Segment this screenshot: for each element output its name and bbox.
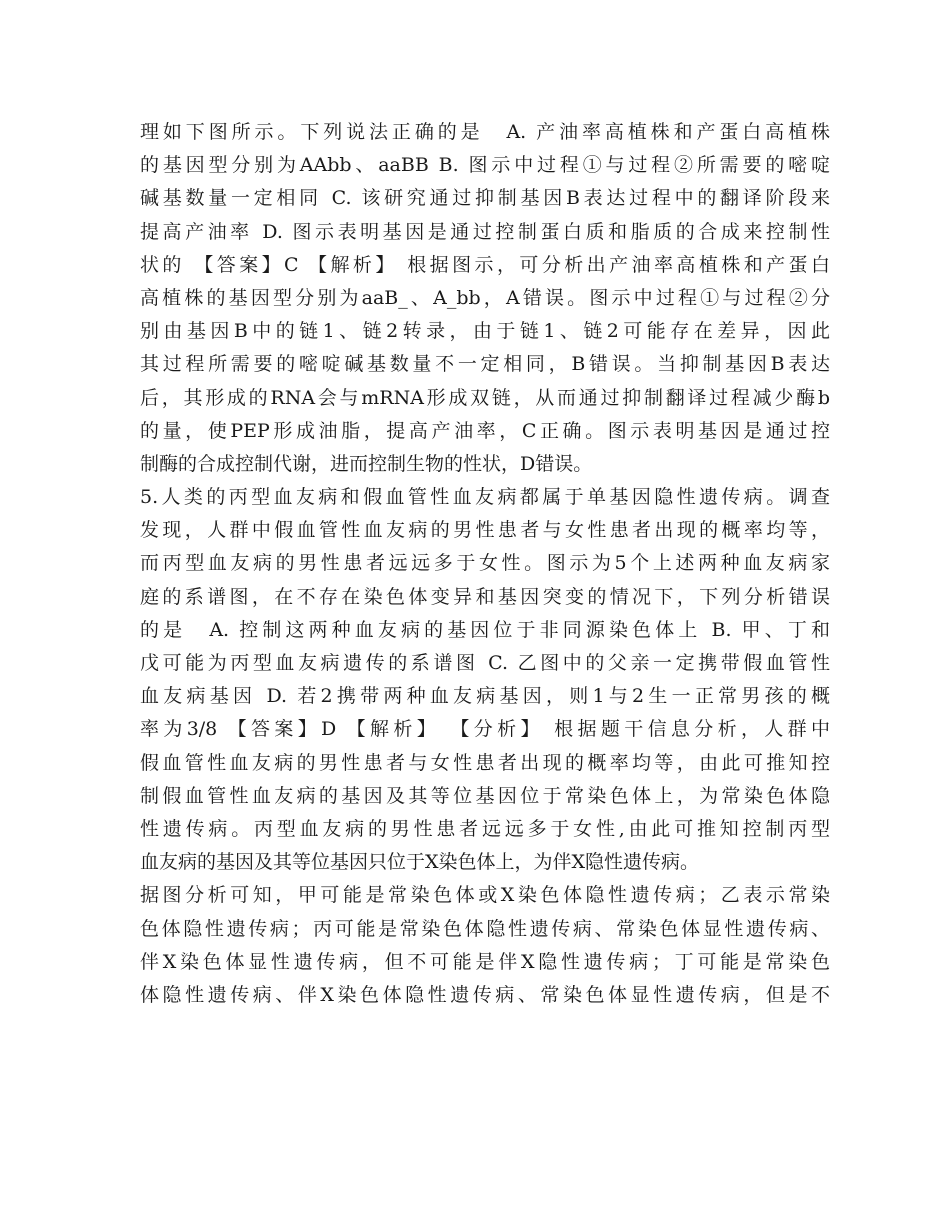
text-line: 色体隐性遗传病；丙可能是常染色体隐性遗传病、常染色体显性遗传病、 bbox=[140, 917, 830, 940]
text-line: 据图分析可知，甲可能是常染色体或X染色体隐性遗传病；乙表示常染 bbox=[140, 884, 830, 907]
text-line: 体隐性遗传病、伴X染色体隐性遗传病、常染色体显性遗传病，但是不 bbox=[140, 983, 830, 1006]
text-line: 庭的系谱图，在不存在染色体变异和基因突变的情况下，下列分析错误 bbox=[140, 585, 830, 608]
text-line: 后，其形成的RNA会与mRNA形成双链，从而通过抑制翻译过程减少酶b bbox=[140, 386, 830, 409]
text-line: 而丙型血友病的男性患者远远多于女性。图示为5个上述两种血友病家 bbox=[140, 552, 830, 575]
text-line: 5.人类的丙型血友病和假血管性血友病都属于单基因隐性遗传病。调查 bbox=[140, 486, 830, 509]
text-line: 的是 A. 控制这两种血友病的基因位于非同源染色体上 B. 甲、丁和 bbox=[140, 618, 830, 641]
text-line: 提高产油率 D. 图示表明基因是通过控制蛋白质和脂质的合成来控制性 bbox=[140, 220, 830, 243]
text-line: 的基因型分别为AAbb、aaBB B. 图示中过程①与过程②所需要的嘧啶 bbox=[140, 154, 830, 177]
text-line: 制酶的合成控制代谢，进而控制生物的性状，D错误。 bbox=[140, 452, 593, 475]
text-line: 伴X染色体显性遗传病，但不可能是伴X隐性遗传病；丁可能是常染色 bbox=[140, 950, 830, 973]
text-line: 状的 【答案】C 【解析】 根据图示，可分析出产油率高植株和产蛋白 bbox=[140, 253, 830, 276]
text-line: 高植株的基因型分别为aaB_、A_bb，A错误。图示中过程①与过程②分 bbox=[140, 286, 830, 309]
text-line: 发现，人群中假血管性血友病的男性患者与女性患者出现的概率均等， bbox=[140, 519, 830, 542]
text-line: 假血管性血友病的男性患者与女性患者出现的概率均等，由此可推知控 bbox=[140, 751, 830, 774]
text-line: 别由基因B中的链1、链2转录，由于链1、链2可能存在差异，因此 bbox=[140, 320, 830, 343]
text-line: 戊可能为丙型血友病遗传的系谱图 C. 乙图中的父亲一定携带假血管性 bbox=[140, 652, 830, 674]
text-line: 的量，使PEP形成油脂，提高产油率，C正确。图示表明基因是通过控 bbox=[140, 419, 830, 442]
text-line: 率为3/8 【答案】D 【解析】 【分析】 根据题干信息分析，人群中 bbox=[140, 718, 830, 741]
document-body bbox=[140, 116, 830, 1012]
text-line: 血友病基因 D. 若2携带两种血友病基因，则1与2生一正常男孩的概 bbox=[140, 685, 830, 708]
text-line: 碱基数量一定相同 C. 该研究通过抑制基因B表达过程中的翻译阶段来 bbox=[140, 187, 830, 210]
text-line: 性遗传病。丙型血友病的男性患者远远多于女性,由此可推知控制丙型 bbox=[140, 817, 830, 840]
text-line: 制假血管性血友病的基因及其等位基因位于常染色体上，为常染色体隐 bbox=[140, 784, 830, 807]
text-line: 理如下图所示。下列说法正确的是 A. 产油率高植株和产蛋白高植株 bbox=[140, 121, 830, 143]
text-line: 血友病的基因及其等位基因只位于X染色体上，为伴X隐性遗传病。 bbox=[140, 851, 700, 874]
text-line: 其过程所需要的嘧啶碱基数量不一定相同，B错误。当抑制基因B表达 bbox=[140, 353, 830, 376]
